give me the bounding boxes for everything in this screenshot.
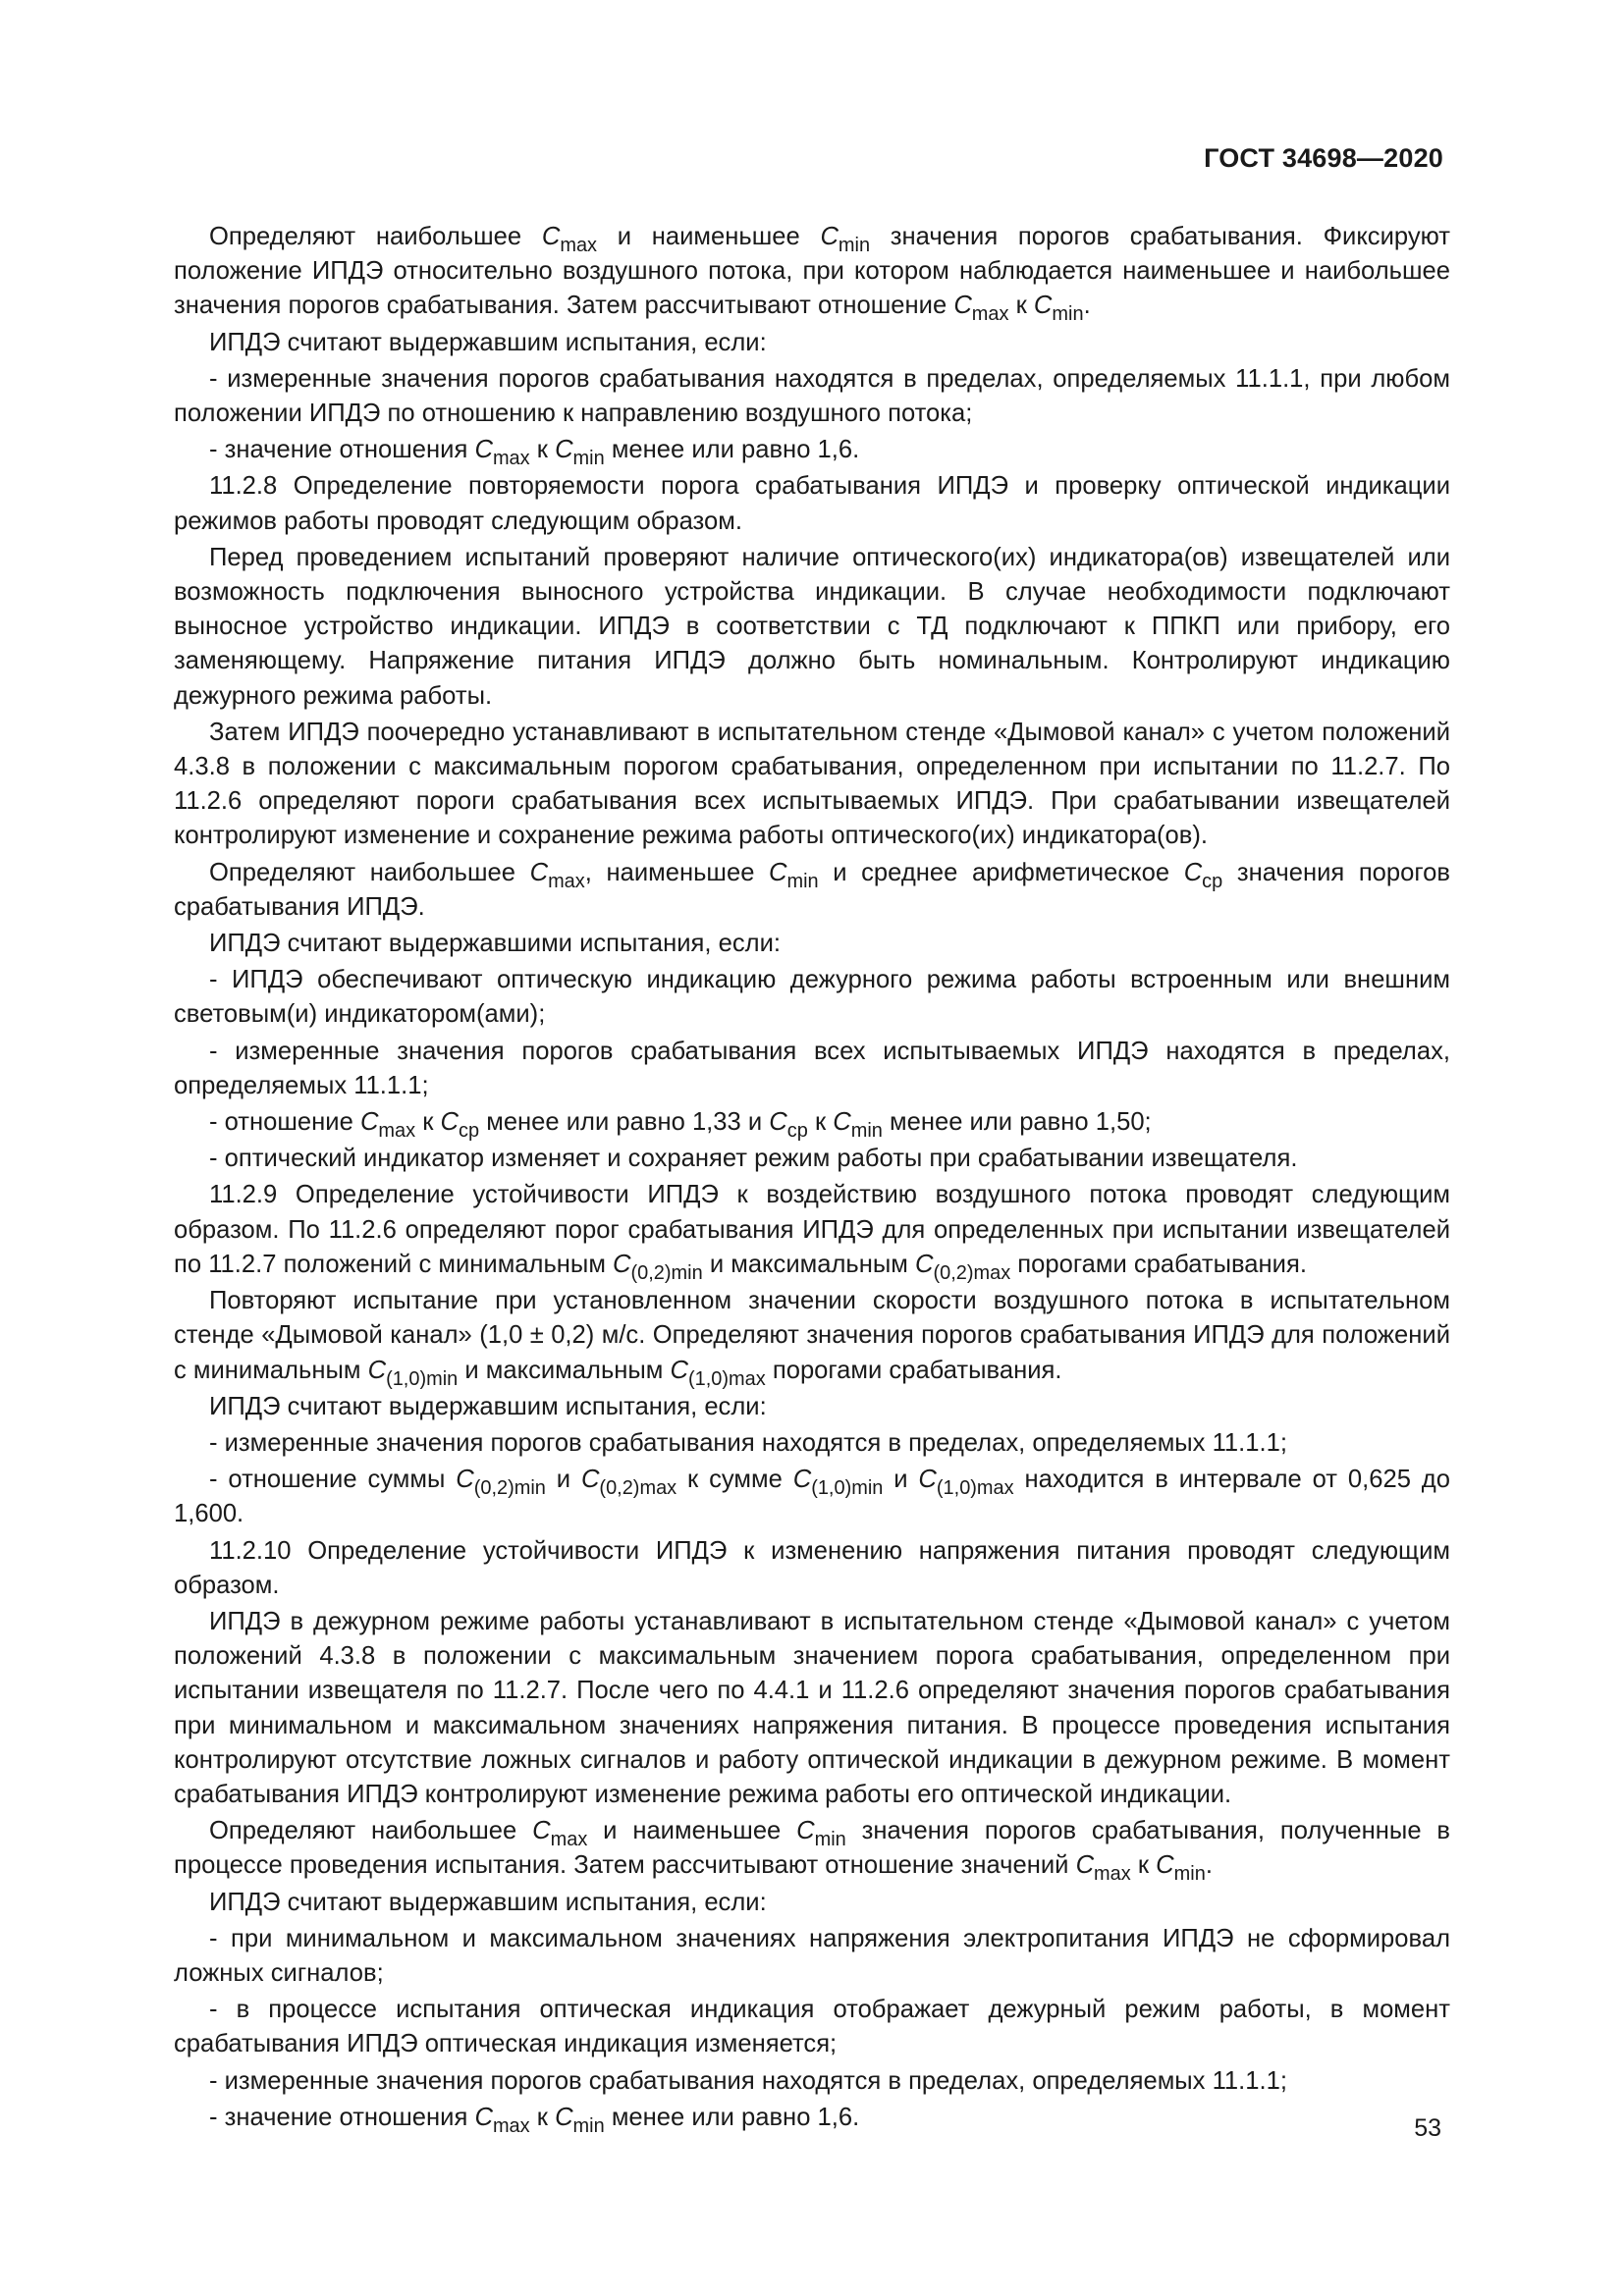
list-item: - в процессе испытания оптическая индикация отображает дежурный режим работы, в момент срабатывания ИПДЭ оптическая индикация изменяется; xyxy=(174,1996,1450,2058)
list-item: - измеренные значения порогов срабатывания находятся в пределах, определяемых 11.1.1; xyxy=(209,1428,1287,1457)
list-item: - значение отношения $C_{max}$ к $C_{min}$ менее или равно 1,6. xyxy=(209,436,860,470)
paragraph: ИПДЭ считают выдержавшим испытания, если: xyxy=(209,1392,767,1420)
section-11-2-8: 11.2.8 Определение повторяемости порога срабатывания ИПДЭ и проверку оптической индикации режимов работы проводят следующим образом. xyxy=(174,472,1450,535)
list-item: - измеренные значения порогов срабатывания всех испытываемых ИПДЭ находятся в пределах, определяемых 11.1.1; xyxy=(174,1037,1450,1099)
page-number: 53 xyxy=(1414,2114,1441,2142)
list-item: - отношение суммы $C_{(0,2)min}$ и $C_{(0,2)max}$ к сумме $C_{(1,0)min}$ и $C_{(1,0)max}$ находится в интервале от 0,625 до 1,600. xyxy=(174,1466,1450,1528)
paragraph: ИПДЭ считают выдержавшим испытания, если: xyxy=(209,328,767,356)
list-item: - отношение $C_{max}$ к $C_{ср}$ менее или равно 1,33 и $C_{ср}$ к $C_{min}$ менее или равно 1,50; xyxy=(209,1108,1152,1143)
list-item: - значение отношения $C_{max}$ к $C_{min}$ менее или равно 1,6. xyxy=(209,2103,860,2137)
paragraph: Определяют наибольшее $C_{max}$ и наименьшее $C_{min}$ значения порогов срабатывания. Фиксируют положение ИПДЭ относительно воздушного потока, при котором наблюдается наименьшее и наибольшее значения порогов срабатывания. Затем рассчитывают отношение $C_{max}$ к $C_{min}$. xyxy=(174,223,1451,326)
document-body xyxy=(174,220,1450,2137)
paragraph: Определяют наибольшее $C_{max}$, наименьшее $C_{min}$ и среднее арифметическое $C_{ср}$ значения порогов срабатывания ИПДЭ. xyxy=(174,858,1450,921)
paragraph: Повторяют испытание при установленном значении скорости воздушного потока в испытательном стенде «Дымовой канал» (1,0 ± 0,2) м/с. Определяют значения порогов срабатывания ИПДЭ для положений с минимальным $C_{(1,0)min}$ и максимальным $C_{(1,0)max}$ порогами срабатывания. xyxy=(174,1287,1450,1390)
paragraph: Определяют наибольшее $C_{max}$ и наименьшее $C_{min}$ значения порогов срабатывания, полученные в процессе проведения испытания. Затем рассчитывают отношение значений $C_{max}$ к $C_{min}$. xyxy=(174,1817,1451,1886)
paragraph: Перед проведением испытаний проверяют наличие оптического(их) индикатора(ов) извещателей или возможность подключения выносного устройства индикации. В случае необходимости подключают выносное устройство индикации. ИПДЭ в соответствии с ТД подключают к ППКП или прибору, его заменяющему. Напряжение питания ИПДЭ должно быть номинальным. Контролируют индикацию дежурного режима работы. xyxy=(174,543,1450,710)
section-11-2-10: 11.2.10 Определение устойчивости ИПДЭ к изменению напряжения питания проводят следующим образом. xyxy=(174,1536,1450,1599)
paragraph: Затем ИПДЭ поочередно устанавливают в испытательном стенде «Дымовой канал» с учетом положений 4.3.8 в положении с максимальным порогом срабатывания, определенном при испытании по 11.2.7. По 11.2.6 определяют пороги срабатывания всех испытываемых ИПДЭ. При срабатывании извещателей контролируют изменение и сохранение режима работы оптического(их) индикатора(ов). xyxy=(174,718,1450,850)
list-item: - оптический индикатор изменяет и сохраняет режим работы при срабатывании извещателя. xyxy=(209,1145,1298,1173)
section-11-2-9: 11.2.9 Определение устойчивости ИПДЭ к воздействию воздушного потока проводят следующим образом. По 11.2.6 определяют порог срабатывания ИПДЭ для определенных при испытании извещателей по 11.2.7 положений с минимальным $C_{(0,2)min}$ и максимальным $C_{(0,2)max}$ порогами срабатывания. xyxy=(174,1181,1450,1284)
list-item: - измеренные значения порогов срабатывания находятся в пределах, определяемых 11.1.1, при любом положении ИПДЭ по отношению к направлению воздушного потока; xyxy=(174,364,1450,428)
list-item: - ИПДЭ обеспечивают оптическую индикацию дежурного режима работы встроенным или внешним световым(и) индикатором(ами); xyxy=(174,966,1450,1029)
paragraph: ИПДЭ считают выдержавшими испытания, если: xyxy=(209,930,781,958)
paragraph: ИПДЭ считают выдержавшим испытания, если: xyxy=(209,1888,767,1916)
document-header-standard: ГОСТ 34698—2020 xyxy=(1204,143,1443,173)
paragraph: ИПДЭ в дежурном режиме работы устанавливают в испытательном стенде «Дымовой канал» с учетом положений 4.3.8 в положении с максимальным значением порога срабатывания, определенном при испытании извещателя по 11.2.7. После чего по 4.4.1 и 11.2.6 определяют значения порогов срабатывания при минимальном и максимальном значениях напряжения питания. В процессе проведения испытания контролируют отсутствие ложных сигналов и работу оптической индикации в дежурном режиме. В момент срабатывания ИПДЭ контролируют изменение режима работы его оптической индикации. xyxy=(174,1607,1450,1808)
list-item: - при минимальном и максимальном значениях напряжения электропитания ИПДЭ не сформировал ложных сигналов; xyxy=(174,1924,1450,1987)
list-item: - измеренные значения порогов срабатывания находятся в пределах, определяемых 11.1.1; xyxy=(209,2066,1287,2095)
